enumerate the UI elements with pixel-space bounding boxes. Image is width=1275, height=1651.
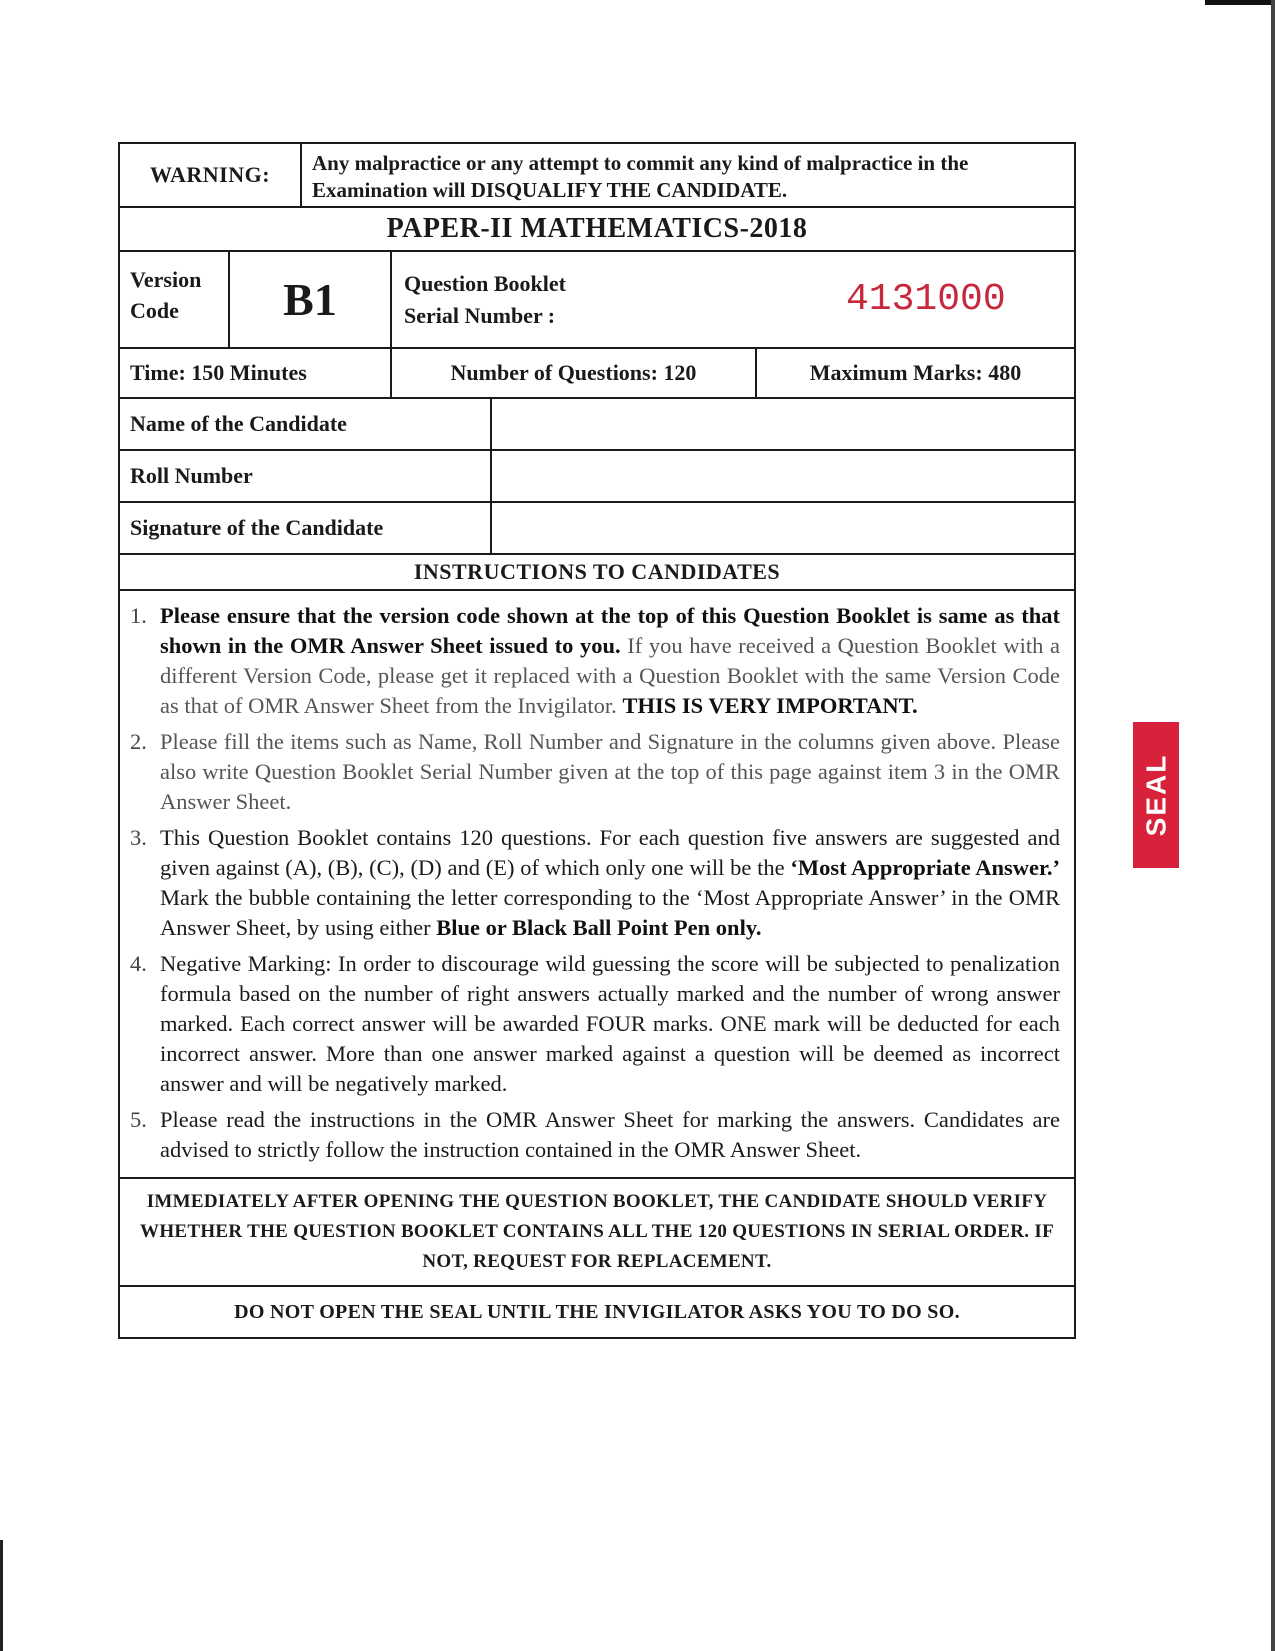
serial-number-value: 4131000: [846, 278, 1006, 321]
signature-field[interactable]: [492, 503, 1074, 553]
signature-label: Signature of the Candidate: [120, 503, 492, 553]
instruction-item: [130, 601, 1060, 721]
marks-info: Maximum Marks: 480: [809, 360, 1022, 385]
instructions-heading: INSTRUCTIONS TO CANDIDATES: [120, 555, 1074, 591]
roll-row: [120, 451, 1074, 503]
name-row: [120, 399, 1074, 451]
questions-info: Number of Questions: 120: [392, 349, 757, 397]
time-info: Time: 150 Minutes: [120, 349, 392, 397]
instruction-bold-end: Blue or Black Ball Point Pen only.: [436, 915, 762, 940]
instruction-number: 3.: [130, 825, 147, 850]
seal-notice: DO NOT OPEN THE SEAL UNTIL THE INVIGILATOR ASKS YOU TO DO SO.: [234, 1300, 960, 1323]
instruction-item: [130, 949, 1060, 1099]
instruction-plain: This Question Booklet contains 120 questions. For each question five answers are suggested and given against (A), (B), (C), (D) and (E) of which only one will be the: [160, 825, 1060, 880]
instruction-item: [130, 1105, 1060, 1165]
instructions-section: [120, 591, 1074, 1179]
seal-tab[interactable]: [1133, 722, 1179, 868]
warning-label: WARNING:: [120, 144, 302, 206]
name-label: Name of the Candidate: [120, 399, 492, 449]
version-code-label: [120, 252, 230, 347]
instruction-plain: If you have received a Question Booklet with a different Version Code, please get it replaced with a Question Booklet with the same Version Code as that of OMR Answer Sheet from the Invigilator.: [160, 633, 1060, 718]
serial-number-label: [392, 260, 716, 340]
serial-cell: [392, 252, 1074, 347]
instruction-number: 5.: [130, 1107, 147, 1132]
instruction-bold-end: THIS IS VERY IMPORTANT.: [622, 693, 918, 718]
roll-number-field[interactable]: [492, 451, 1074, 501]
scan-edge-left: [0, 1540, 3, 1651]
instruction-item: [130, 727, 1060, 817]
version-label-line1: Version: [130, 267, 202, 292]
version-code-value: B1: [230, 252, 392, 347]
exam-info-row: [120, 349, 1074, 399]
name-field[interactable]: [492, 399, 1074, 449]
version-row: [120, 252, 1074, 349]
instruction-text: [160, 601, 1060, 721]
instruction-number: 1.: [130, 603, 147, 628]
instruction-plain: Mark the bubble containing the letter corresponding to the ‘Most Appropriate Answer’ in the OMR Answer Sheet, by using either: [160, 885, 1060, 940]
version-label-line2: Code: [130, 298, 179, 323]
question-booklet-cover: [118, 142, 1076, 1339]
instruction-text: [160, 823, 1060, 943]
verification-notice: IMMEDIATELY AFTER OPENING THE QUESTION BOOKLET, THE CANDIDATE SHOULD VERIFY WHETHER THE QUESTION BOOKLET CONTAINS ALL THE 120 QUESTIONS IN SERIAL ORDER. IF NOT, REQUEST FOR REPLACEMENT.: [120, 1179, 1074, 1287]
signature-row: [120, 503, 1074, 555]
instruction-number: 4.: [130, 951, 147, 976]
instruction-text: Please fill the items such as Name, Roll Number and Signature in the columns given above. Please also write Question Booklet Serial Number given at the top of this page against item 3 in the OMR Answer Sheet.: [160, 729, 1060, 814]
serial-label-line2: Serial Number :: [404, 302, 556, 328]
warning-text: Any malpractice or any attempt to commit any kind of malpractice in the Examination will DISQUALIFY THE CANDIDATE.: [312, 151, 969, 202]
instruction-bold: ‘Most Appropriate Answer.’: [790, 855, 1060, 880]
roll-number-label: Roll Number: [120, 451, 492, 501]
seal-label: SEAL: [1140, 753, 1171, 837]
instruction-text: Negative Marking: In order to discourage wild guessing the score will be subjected to penalization formula based on the number of right answers actually marked and the number of wrong answer marked. Each correct answer will be awarded FOUR marks. ONE mark will be deducted for each incorrect answer. More than one answer marked against a question will be deemed as incorrect answer and will be negatively marked.: [160, 951, 1060, 1096]
instruction-number: 2.: [130, 729, 147, 754]
instruction-bold: Please ensure that the version code shown at the top of this Question Booklet is same as that shown in the OMR Answer Sheet issued to you.: [160, 603, 1060, 658]
serial-label-line1: Question Booklet: [404, 270, 566, 296]
scan-edge-right: [1271, 0, 1275, 1651]
instruction-text: Please read the instructions in the OMR Answer Sheet for marking the answers. Candidates are advised to strictly follow the instruction contained in the OMR Answer Sheet.: [160, 1107, 1060, 1162]
paper-title: PAPER-II MATHEMATICS-2018: [120, 208, 1074, 252]
instructions-list: [120, 591, 1074, 1177]
instruction-item: [130, 823, 1060, 943]
warning-row: [120, 144, 1074, 208]
scan-edge-top: [1205, 0, 1275, 5]
